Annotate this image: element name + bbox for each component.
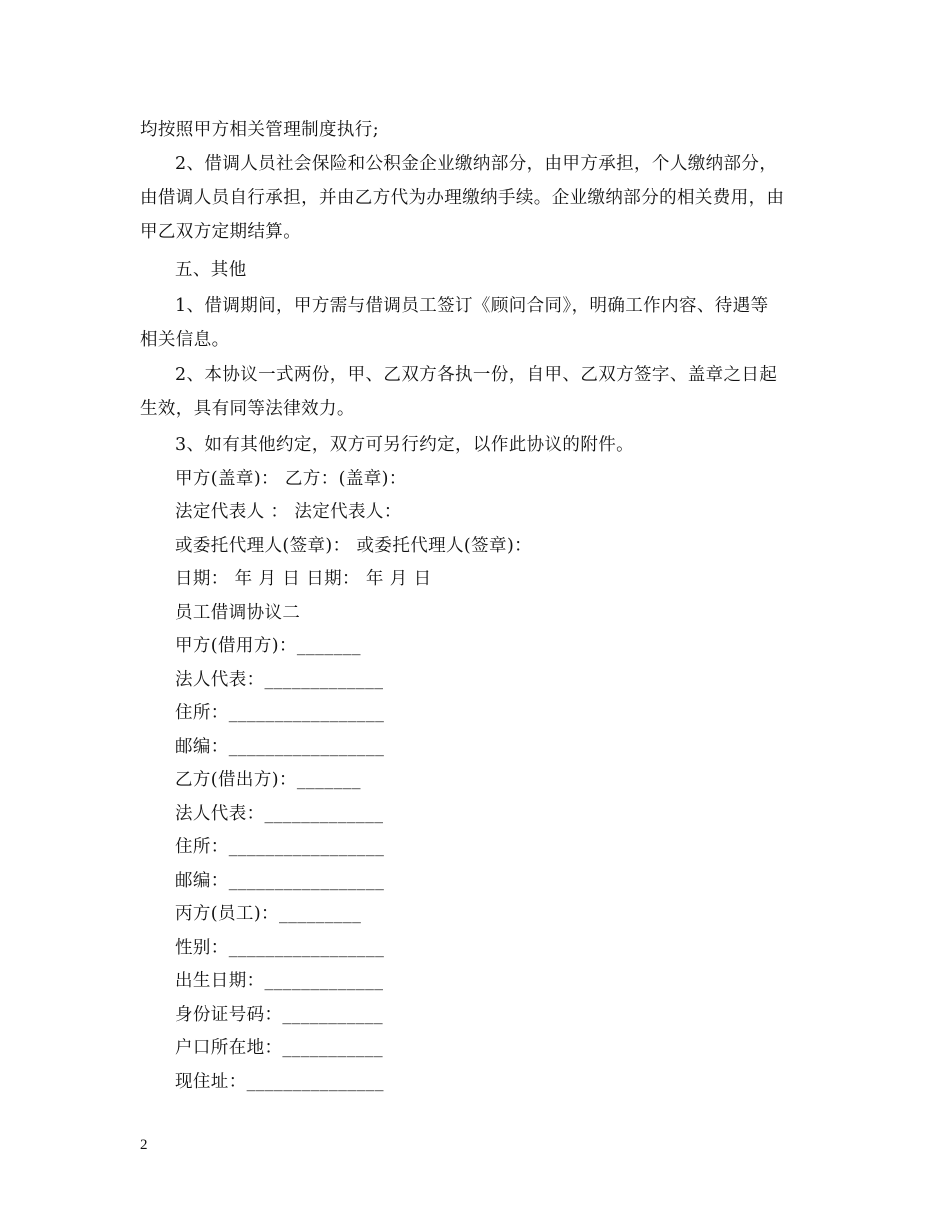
form-field: 邮编：_________________ [175, 737, 385, 757]
signature-line: 或委托代理人(签章)： 或委托代理人(签章)： [175, 536, 533, 556]
date-line: 日期： 年 月 日 日期： 年 月 日 [175, 569, 432, 589]
text-line: 2、借调人员社会保险和公积金企业缴纳部分，由甲方承担，个人缴纳部分， [175, 154, 778, 174]
text-line: 1、借调期间，甲方需与借调员工签订《顾问合同》，明确工作内容、待遇等 [175, 296, 769, 316]
form-field: 法人代表：_____________ [175, 804, 384, 824]
form-field: 邮编：_________________ [175, 871, 385, 891]
form-field: 身份证号码：___________ [175, 1005, 384, 1025]
section-heading: 五、其他 [175, 260, 247, 280]
text-line: 生效，具有同等法律效力。 [140, 399, 355, 419]
agreement-title: 员工借调协议二 [175, 603, 301, 623]
form-field: 出生日期：_____________ [175, 971, 384, 991]
signature-line: 法定代表人 ： 法定代表人： [175, 502, 402, 522]
form-field: 法人代表：_____________ [175, 670, 384, 690]
text-line: 2、本协议一式两份，甲、乙双方各执一份，自甲、乙双方签字、盖章之日起 [175, 365, 778, 385]
form-field: 性别：_________________ [175, 938, 385, 958]
form-field: 户口所在地：___________ [175, 1038, 384, 1058]
text-line: 均按照甲方相关管理制度执行; [140, 120, 379, 140]
page-number: 2 [140, 1137, 148, 1153]
text-line: 3、如有其他约定，双方可另行约定，以作此协议的附件。 [175, 435, 635, 455]
text-line: 由借调人员自行承担，并由乙方代为办理缴纳手续。企业缴纳部分的相关费用，由 [140, 188, 785, 208]
form-field: 丙方(员工)：_________ [175, 904, 362, 924]
form-field: 住所：_________________ [175, 703, 385, 723]
form-field: 现住址：_______________ [175, 1072, 384, 1092]
text-line: 甲乙双方定期结算。 [140, 222, 302, 242]
form-field: 甲方(借用方)：_______ [175, 636, 361, 656]
form-field: 乙方(借出方)：_______ [175, 770, 361, 790]
text-line: 相关信息。 [140, 330, 230, 350]
signature-line: 甲方(盖章)： 乙方：(盖章)： [175, 469, 407, 489]
form-field: 住所：_________________ [175, 837, 385, 857]
